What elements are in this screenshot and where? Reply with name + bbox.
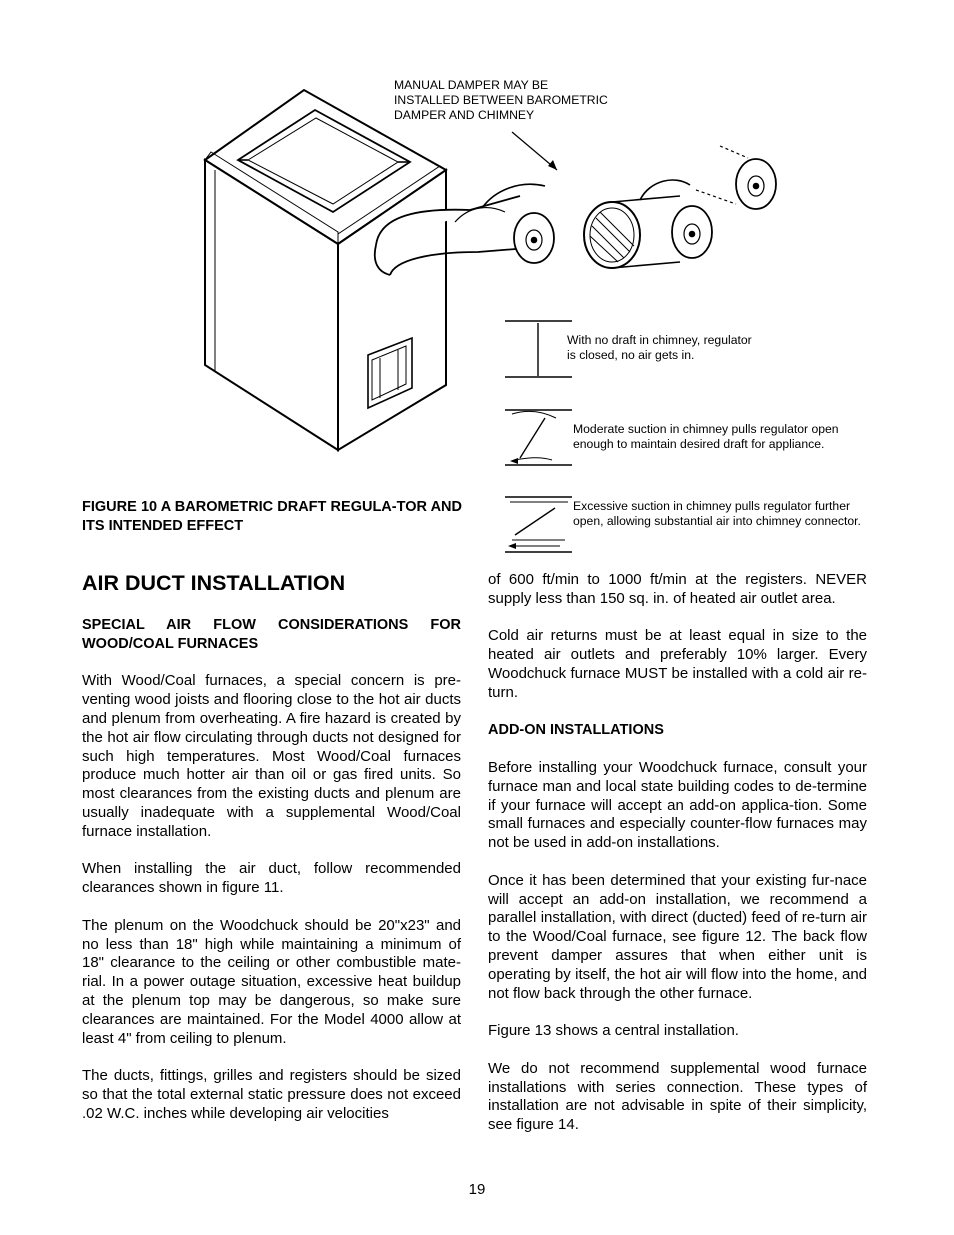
furnace-drawing [205, 90, 776, 450]
label-line: With no draft in chimney, regulator [567, 333, 752, 347]
regulator-state-moderate [505, 410, 572, 465]
regulator-state-excessive [505, 497, 572, 552]
callout-line: INSTALLED BETWEEN BAROMETRIC [394, 93, 608, 107]
label-line: open, allowing substantial air into chimney connector. [573, 514, 861, 528]
callout-line: MANUAL DAMPER MAY BE [394, 78, 549, 92]
label-line: Moderate suction in chimney pulls regulator open [573, 422, 839, 436]
paragraph: Cold air returns must be at least equal in size to the heated air outlets and preferably 10% larger. Every Woodchuck furnace MUST be installed with a cold air re-turn. [488, 627, 867, 701]
regulator-state-closed [505, 321, 572, 377]
label-line: enough to maintain desired draft for appliance. [573, 437, 825, 451]
paragraph: When installing the air duct, follow recommended clearances shown in figure 11. [82, 860, 461, 897]
left-column [82, 570, 461, 1142]
paragraph: Figure 13 shows a central installation. [488, 1022, 739, 1040]
paragraph: The ducts, fittings, grilles and registers should be sized so that the total external static pressure does not exceed .02 W.C. inches while developing air velocities [82, 1067, 461, 1122]
label-moderate-suction [573, 422, 839, 452]
label-no-draft [567, 333, 752, 363]
page-number: 19 [468, 1181, 486, 1198]
paragraph: With Wood/Coal furnaces, a special concern is pre-venting wood joists and flooring close to the hot air ducts and plenum from overheating. A fire hazard is created by the hot air flow circulating through ducts not designed for such high temperatures. Most Wood/Coal furnaces produce much hotter air than oil or gas fired units. So most clearances from the existing ducts and plenum are usually inadequate with a supplemental Wood/Coal furnace installation. [82, 672, 461, 840]
right-column [488, 571, 867, 1154]
figure-caption: FIGURE 10 A BAROMETRIC DRAFT REGULA-TOR AND ITS INTENDED EFFECT [82, 499, 462, 534]
subsection-heading: SPECIAL AIR FLOW CONSIDERATIONS FOR WOOD/COAL FURNACES [82, 617, 461, 652]
label-line: is closed, no air gets in. [567, 348, 695, 362]
callout-manual-damper [394, 78, 608, 123]
subsection-heading: ADD-ON INSTALLATIONS [488, 722, 664, 739]
paragraph: Before installing your Woodchuck furnace, consult your furnace man and local state building codes to de-termine if your furnace will accept an add-on applica-tion. Some small furnaces and especially counter-flow furnaces may not be used in add-on installations. [488, 758, 867, 852]
callout-line: DAMPER AND CHIMNEY [394, 108, 535, 122]
section-heading: AIR DUCT INSTALLATION [82, 571, 346, 595]
paragraph: of 600 ft/min to 1000 ft/min at the registers. NEVER supply less than 150 sq. in. of heated air outlet area. [488, 571, 867, 607]
label-line: Excessive suction in chimney pulls regulator further [573, 499, 851, 513]
paragraph: Once it has been determined that your existing fur-nace will accept an add-on installation, we recommend a parallel installation, with direct (ducted) feed of re-turn air to the Wood/Coal furnace, see figure 12. The back flow prevent damper assures that when either unit is operating by itself, the hot air will flow into the home, and not flow back through the other furnace. [488, 871, 867, 1002]
paragraph: We do not recommend supplemental wood furnace installations with series connection. These types of installation are not advisable in spite of their simplicity, see figure 14. [488, 1059, 867, 1134]
paragraph: The plenum on the Woodchuck should be 20"x23" and no less than 18" high while maintaining a minimum of 18" clearance to the ceiling or other combustible mate-rial. In a power outage situation, excessive heat buildup at the plenum top may be dangerous, so make sure clearances are maintained. For the Model 4000 allow at least 4" from ceiling to plenum. [82, 916, 461, 1047]
label-excessive-suction [573, 499, 861, 529]
